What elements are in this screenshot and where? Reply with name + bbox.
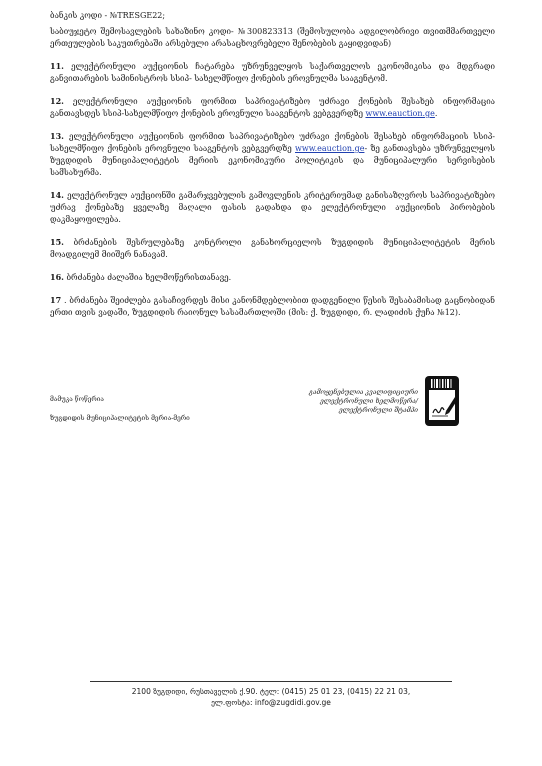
paragraph <box>50 10 495 22</box>
paragraph-number: 17 <box>50 295 62 305</box>
paragraph <box>50 95 495 120</box>
e-signature-line-1: გამოყენებულია კვალიფიციური <box>309 388 418 396</box>
paragraph <box>50 189 495 226</box>
footer-address: 2100 ზუგდიდი, რუსთაველის ქ.90. ტელ: (0415) 25 01 23, (0415) 22 21 03, <box>131 687 411 696</box>
e-signature-line-3: ელექტრონული შტამპი <box>338 406 418 414</box>
e-signature-line-2: ელექტრონული ხელმოწერა/ <box>320 397 418 405</box>
paragraph-number: 13. <box>50 131 64 141</box>
paragraph-text: ელექტრონულ აუქციონში გამარჯვებულის გამოვლენის კრიტერიუმად განისაზღვროს საპრივატიზებო უძრავ ქონებაზე ყველაზე მაღალი ფასის გადახდა და ელექტრონული აუქციონის პირობების დაკმაყოფილება. <box>50 191 496 224</box>
paragraph-text: ბრძანება ძალაშია ხელმოწერისთანავე. <box>66 273 232 282</box>
paragraph-number: 14. <box>50 190 64 200</box>
paragraph-number: 16. <box>50 272 64 282</box>
paragraph-number: 15. <box>50 237 64 247</box>
paragraph-text-continued: . <box>434 109 438 118</box>
paragraph <box>50 130 495 179</box>
paragraph-text: ელექტრონული აუქციონის ჩატარება უზრუნველყოს საქართველოს ეკონომიკისა და მდგრადი განვითარების სამინისტროს სსიპ- სახელმწიფო ქონების ეროვნულმა სააგენტომ. <box>50 62 495 83</box>
paragraph-number: 12. <box>50 96 64 106</box>
decree-body <box>50 10 495 329</box>
paragraph <box>50 26 495 50</box>
paragraph <box>50 236 495 261</box>
eauction-link[interactable]: www.eauction.ge <box>365 109 435 118</box>
footer-email: ელ.ფოსტა: info@zugdidi.gov.ge <box>211 698 331 707</box>
signer-title: ზუგდიდის მუნიციპალიტეტის მერია-მერი <box>50 414 190 422</box>
paragraph <box>50 294 495 319</box>
eauction-link[interactable]: www.eauction.ge <box>295 144 365 153</box>
electronic-signature-tablet-icon <box>422 375 462 427</box>
footer-divider <box>90 681 452 682</box>
paragraph-text: ელექტრონული აუქციონის ფორმით საპრივატიზებო უძრავი ქონების შესახებ ინფორმაციის სსიპ-სახელმწიფო ქონების ეროვნული სააგენტოს ვებგვერდზე <box>50 132 495 153</box>
paragraph-number: 11. <box>50 61 64 71</box>
paragraph <box>50 271 495 284</box>
signer-name: მამუკა წოწერია <box>50 395 104 403</box>
paragraph-text: . ბრძანება შეიძლება გასაჩივრდეს მისი კანონმდებლობით დადგენილი წესის შესაბამისად გაცნობიდან ერთი თვის ვადაში, ზუგდიდის რაიონულ სასამართლოში (მის: ქ. ზუგდიდი, რ. ლადიძის ქუჩა №12). <box>50 296 495 317</box>
paragraph-text: ბრძანების შესრულებაზე კონტროლი განახორციელოს ზუგდიდის მუნიციპალიტეტის მერის მოადგილემ მიიშერ ნანავამ. <box>50 238 495 259</box>
paragraph-text: ბანკის კოდი - №TRESGE22; <box>50 11 166 20</box>
paragraph <box>50 60 495 85</box>
paragraph-text: ელექტრონული აუქციონის ფორმით საპრივატიზებო უძრავი ქონების შესახებ ინფორმაცია განთავსდეს სსიპ-სახელმწიფო ქონების ეროვნული სააგენტოს ვებგვერდზე <box>50 97 495 118</box>
paragraph-text: საბიუჯეტო შემოსავლების სახაზინო კოდი- №300823313 (შემოსულობა ადგილობრივი თვითმმართველი ერთეულების საკუთრებაში არსებული არასაცხოვრებელი შენობების გაყიდვიდან) <box>50 27 495 48</box>
e-signature-note <box>290 388 418 415</box>
footer-contacts <box>90 686 452 708</box>
paragraph-text-continued: - ზე განთავსება უზრუნველყოს ზუგდიდის მუნიციპალიტეტის მერიის ეკონომიკური პოლიტიკის და მუნიციპალური სერვისების სამსახურმა. <box>50 144 495 177</box>
